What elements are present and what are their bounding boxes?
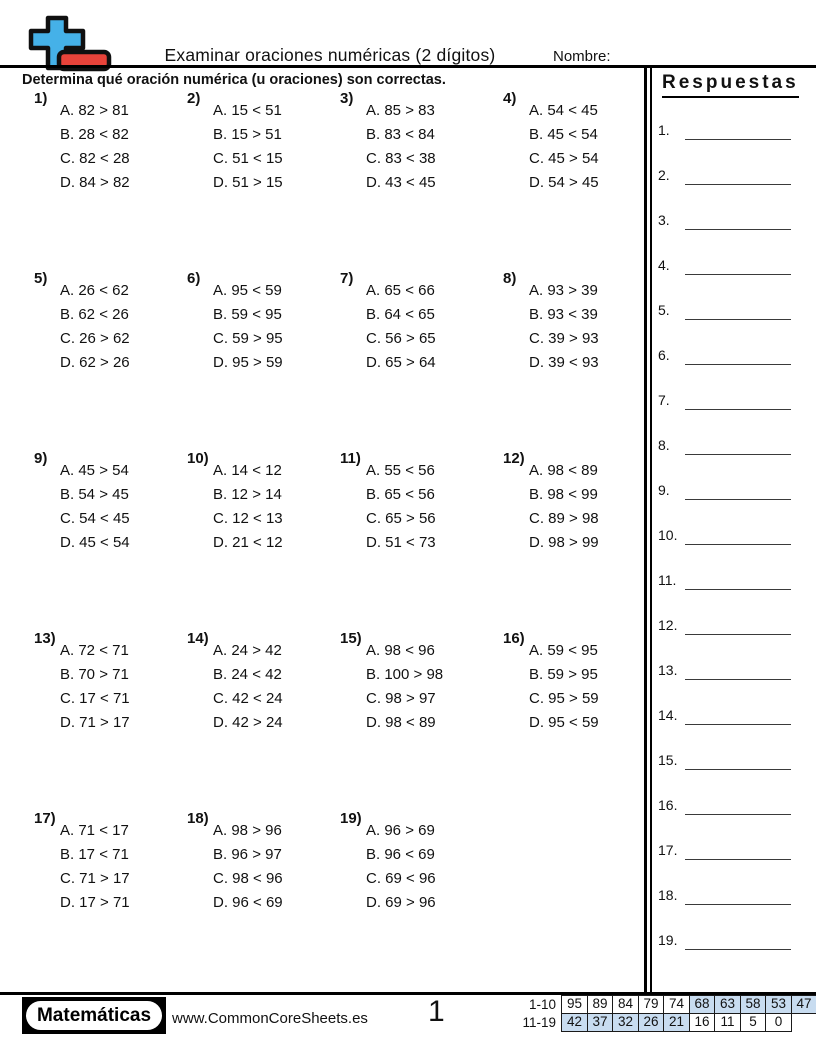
answer-row-12	[656, 617, 806, 639]
problem-18	[187, 810, 337, 915]
problem-number: 19)	[340, 810, 362, 827]
option: B. 93 < 39	[529, 306, 598, 323]
answer-row-15	[656, 752, 806, 774]
answer-number: 7.	[658, 392, 670, 408]
grading-cell: 32	[612, 1013, 639, 1032]
sidebar-divider-inner	[650, 67, 652, 993]
option: C. 17 < 71	[60, 690, 130, 707]
options	[213, 450, 337, 555]
answer-blank-15[interactable]	[685, 753, 791, 770]
problem-number: 17)	[34, 810, 56, 827]
option: A. 95 < 59	[213, 282, 282, 299]
answer-blank-14[interactable]	[685, 708, 791, 725]
grading-cell: 0	[765, 1013, 792, 1032]
option: A. 72 < 71	[60, 642, 129, 659]
option: D. 96 < 69	[213, 894, 283, 911]
problem-11	[340, 450, 490, 555]
options	[529, 630, 653, 735]
problem-number: 10)	[187, 450, 209, 467]
answer-row-16	[656, 797, 806, 819]
option: C. 59 > 95	[213, 330, 283, 347]
answer-number: 6.	[658, 347, 670, 363]
option: D. 17 > 71	[60, 894, 130, 911]
problem-number: 6)	[187, 270, 201, 287]
problem-10	[187, 450, 337, 555]
option: C. 71 > 17	[60, 870, 130, 887]
answer-blank-5[interactable]	[685, 303, 791, 320]
answer-number: 17.	[658, 842, 678, 858]
problem-number: 16)	[503, 630, 525, 647]
brand-label: Matemáticas	[26, 1001, 162, 1030]
option: B. 59 < 95	[213, 306, 282, 323]
option: C. 56 > 65	[366, 330, 436, 347]
options	[60, 810, 184, 915]
option: D. 62 > 26	[60, 354, 130, 371]
grading-row-label: 11-19	[522, 1014, 556, 1030]
grading-cell: 74	[663, 995, 690, 1014]
problem-9	[34, 450, 184, 555]
problem-2	[187, 90, 337, 195]
option: C. 42 < 24	[213, 690, 283, 707]
answer-number: 19.	[658, 932, 678, 948]
worksheet-title: Examinar oraciones numéricas (2 dígitos)	[164, 45, 496, 65]
grading-table	[506, 995, 816, 1032]
option: B. 24 < 42	[213, 666, 282, 683]
option: A. 54 < 45	[529, 102, 598, 119]
answer-number: 12.	[658, 617, 678, 633]
problem-5	[34, 270, 184, 375]
option: A. 82 > 81	[60, 102, 129, 119]
answer-number: 1.	[658, 122, 670, 138]
grading-cell: 79	[638, 995, 665, 1014]
option: D. 71 > 17	[60, 714, 130, 731]
option: D. 42 > 24	[213, 714, 283, 731]
option: C. 89 > 98	[529, 510, 599, 527]
option: B. 54 > 45	[60, 486, 129, 503]
answer-row-7	[656, 392, 806, 414]
problem-8	[503, 270, 653, 375]
answer-row-9	[656, 482, 806, 504]
problem-number: 4)	[503, 90, 517, 107]
options	[60, 270, 184, 375]
grading-cell: 68	[689, 995, 716, 1014]
answer-number: 5.	[658, 302, 670, 318]
option: C. 98 > 97	[366, 690, 436, 707]
option: B. 59 > 95	[529, 666, 598, 683]
answer-row-10	[656, 527, 806, 549]
answer-blank-13[interactable]	[685, 663, 791, 680]
instruction-text: Determina qué oración numérica (u oraciones) son correctas.	[22, 72, 446, 88]
problem-number: 18)	[187, 810, 209, 827]
answer-number: 3.	[658, 212, 670, 228]
option: C. 12 < 13	[213, 510, 283, 527]
option: B. 62 < 26	[60, 306, 129, 323]
problem-number: 13)	[34, 630, 56, 647]
answer-blank-7[interactable]	[685, 393, 791, 410]
answer-number: 15.	[658, 752, 678, 768]
option: A. 24 > 42	[213, 642, 282, 659]
grading-cell: 26	[638, 1013, 665, 1032]
option: A. 59 < 95	[529, 642, 598, 659]
answer-blank-12[interactable]	[685, 618, 791, 635]
option: C. 83 < 38	[366, 150, 436, 167]
brand-badge	[22, 997, 166, 1034]
option: B. 45 < 54	[529, 126, 598, 143]
answer-blank-6[interactable]	[685, 348, 791, 365]
option: B. 64 < 65	[366, 306, 435, 323]
answer-row-18	[656, 887, 806, 909]
answer-blank-4[interactable]	[685, 258, 791, 275]
grading-cell: 42	[561, 1013, 588, 1032]
answer-row-19	[656, 932, 806, 954]
answer-number: 13.	[658, 662, 678, 678]
options	[366, 450, 490, 555]
answer-number: 16.	[658, 797, 678, 813]
problem-number: 11)	[340, 450, 361, 467]
option: A. 98 > 96	[213, 822, 282, 839]
problem-number: 3)	[340, 90, 354, 107]
option: B. 98 < 99	[529, 486, 598, 503]
answer-blank-19[interactable]	[685, 933, 791, 950]
option: C. 54 < 45	[60, 510, 130, 527]
option: A. 26 < 62	[60, 282, 129, 299]
grading-cell: 95	[561, 995, 588, 1014]
options	[213, 90, 337, 195]
problem-number: 2)	[187, 90, 201, 107]
option: D. 39 < 93	[529, 354, 599, 371]
answer-number: 11.	[658, 572, 677, 588]
answer-row-6	[656, 347, 806, 369]
option: B. 15 > 51	[213, 126, 282, 143]
option: D. 51 < 73	[366, 534, 436, 551]
option: B. 100 > 98	[366, 666, 444, 683]
answer-blank-11[interactable]	[685, 573, 791, 590]
option: C. 39 > 93	[529, 330, 599, 347]
answer-row-11	[656, 572, 806, 594]
grading-row	[506, 995, 816, 1014]
problem-15	[340, 630, 490, 735]
option: D. 65 > 64	[366, 354, 436, 371]
options	[366, 630, 490, 735]
problem-14	[187, 630, 337, 735]
grading-row	[506, 1013, 816, 1032]
problem-number: 9)	[34, 450, 48, 467]
options	[60, 450, 184, 555]
answer-row-17	[656, 842, 806, 864]
answer-number: 14.	[658, 707, 678, 723]
answer-row-5	[656, 302, 806, 324]
problem-16	[503, 630, 653, 735]
grading-cell: 53	[765, 995, 792, 1014]
option: D. 69 > 96	[366, 894, 436, 911]
problem-number: 8)	[503, 270, 517, 287]
grading-cell: 89	[587, 995, 614, 1014]
option: C. 45 > 54	[529, 150, 599, 167]
grading-row-label: 1-10	[528, 997, 556, 1012]
option: A. 71 < 17	[60, 822, 129, 839]
option: D. 51 > 15	[213, 174, 283, 191]
option: C. 98 < 96	[213, 870, 283, 887]
option: D. 95 > 59	[213, 354, 283, 371]
grading-cell: 63	[714, 995, 741, 1014]
options	[366, 810, 490, 915]
problem-number: 14)	[187, 630, 209, 647]
answer-blank-9[interactable]	[685, 483, 791, 500]
answer-blank-3[interactable]	[685, 213, 791, 230]
answer-blank-17[interactable]	[685, 843, 791, 860]
option: A. 96 > 69	[366, 822, 435, 839]
problem-number: 5)	[34, 270, 48, 287]
grading-cell: 21	[663, 1013, 690, 1032]
problem-12	[503, 450, 653, 555]
page-number: 1	[428, 995, 445, 1028]
option: D. 54 > 45	[529, 174, 599, 191]
options	[529, 270, 653, 375]
options	[213, 270, 337, 375]
answer-number: 4.	[658, 257, 670, 273]
problem-number: 12)	[503, 450, 525, 467]
option: A. 45 > 54	[60, 462, 129, 479]
option: A. 85 > 83	[366, 102, 435, 119]
option: B. 96 < 69	[366, 846, 435, 863]
option: B. 83 < 84	[366, 126, 435, 143]
option: D. 98 > 99	[529, 534, 599, 551]
answer-row-13	[656, 662, 806, 684]
problem-number: 15)	[340, 630, 362, 647]
option: D. 84 > 82	[60, 174, 130, 191]
options	[60, 630, 184, 735]
option: B. 96 > 97	[213, 846, 282, 863]
option: A. 55 < 56	[366, 462, 435, 479]
option: A. 15 < 51	[213, 102, 282, 119]
problem-13	[34, 630, 184, 735]
sidebar-divider-outer	[644, 67, 647, 993]
options	[529, 450, 653, 555]
problem-4	[503, 90, 653, 195]
problem-3	[340, 90, 490, 195]
option: B. 65 < 56	[366, 486, 435, 503]
problem-1	[34, 90, 184, 195]
option: C. 69 < 96	[366, 870, 436, 887]
option: C. 51 < 15	[213, 150, 283, 167]
answer-number: 18.	[658, 887, 678, 903]
option: C. 95 > 59	[529, 690, 599, 707]
options	[60, 90, 184, 195]
option: B. 17 < 71	[60, 846, 129, 863]
problem-number: 7)	[340, 270, 354, 287]
answers-title: Respuestas	[662, 72, 799, 98]
options	[213, 810, 337, 915]
option: D. 95 < 59	[529, 714, 599, 731]
grading-cell: 37	[587, 1013, 614, 1032]
problem-number: 1)	[34, 90, 48, 107]
grading-cell: 5	[740, 1013, 767, 1032]
option: A. 98 < 96	[366, 642, 435, 659]
answer-blank-16[interactable]	[685, 798, 791, 815]
options	[366, 90, 490, 195]
answer-blank-2[interactable]	[685, 168, 791, 185]
option: B. 12 > 14	[213, 486, 282, 503]
problem-7	[340, 270, 490, 375]
option: C. 65 > 56	[366, 510, 436, 527]
answer-row-14	[656, 707, 806, 729]
answer-row-3	[656, 212, 806, 234]
website-link[interactable]: www.CommonCoreSheets.es	[172, 1010, 368, 1027]
option: D. 98 < 89	[366, 714, 436, 731]
option: D. 43 < 45	[366, 174, 436, 191]
name-label: Nombre:	[553, 48, 611, 65]
answer-row-2	[656, 167, 806, 189]
answer-number: 2.	[658, 167, 670, 183]
answer-row-8	[656, 437, 806, 459]
answer-blank-10[interactable]	[685, 528, 791, 545]
option: D. 45 < 54	[60, 534, 130, 551]
header-divider	[0, 65, 816, 68]
option: C. 82 < 28	[60, 150, 130, 167]
grading-cell: 16	[689, 1013, 716, 1032]
answer-number: 9.	[658, 482, 670, 498]
answer-blank-18[interactable]	[685, 888, 791, 905]
options	[529, 90, 653, 195]
option: A. 14 < 12	[213, 462, 282, 479]
option: D. 21 < 12	[213, 534, 283, 551]
options	[366, 270, 490, 375]
option: C. 26 > 62	[60, 330, 130, 347]
option: A. 98 < 89	[529, 462, 598, 479]
grading-cell: 58	[740, 995, 767, 1014]
answer-number: 8.	[658, 437, 670, 453]
grading-cell: 11	[714, 1013, 741, 1032]
answer-blank-8[interactable]	[685, 438, 791, 455]
answer-blank-1[interactable]	[685, 123, 791, 140]
option: A. 65 < 66	[366, 282, 435, 299]
options	[213, 630, 337, 735]
problem-6	[187, 270, 337, 375]
grading-cell: 84	[612, 995, 639, 1014]
answer-row-1	[656, 122, 806, 144]
problem-19	[340, 810, 490, 915]
problem-17	[34, 810, 184, 915]
option: A. 93 > 39	[529, 282, 598, 299]
grading-cell: 47	[791, 995, 816, 1014]
option: B. 28 < 82	[60, 126, 129, 143]
answer-number: 10.	[658, 527, 678, 543]
option: B. 70 > 71	[60, 666, 129, 683]
answer-row-4	[656, 257, 806, 279]
